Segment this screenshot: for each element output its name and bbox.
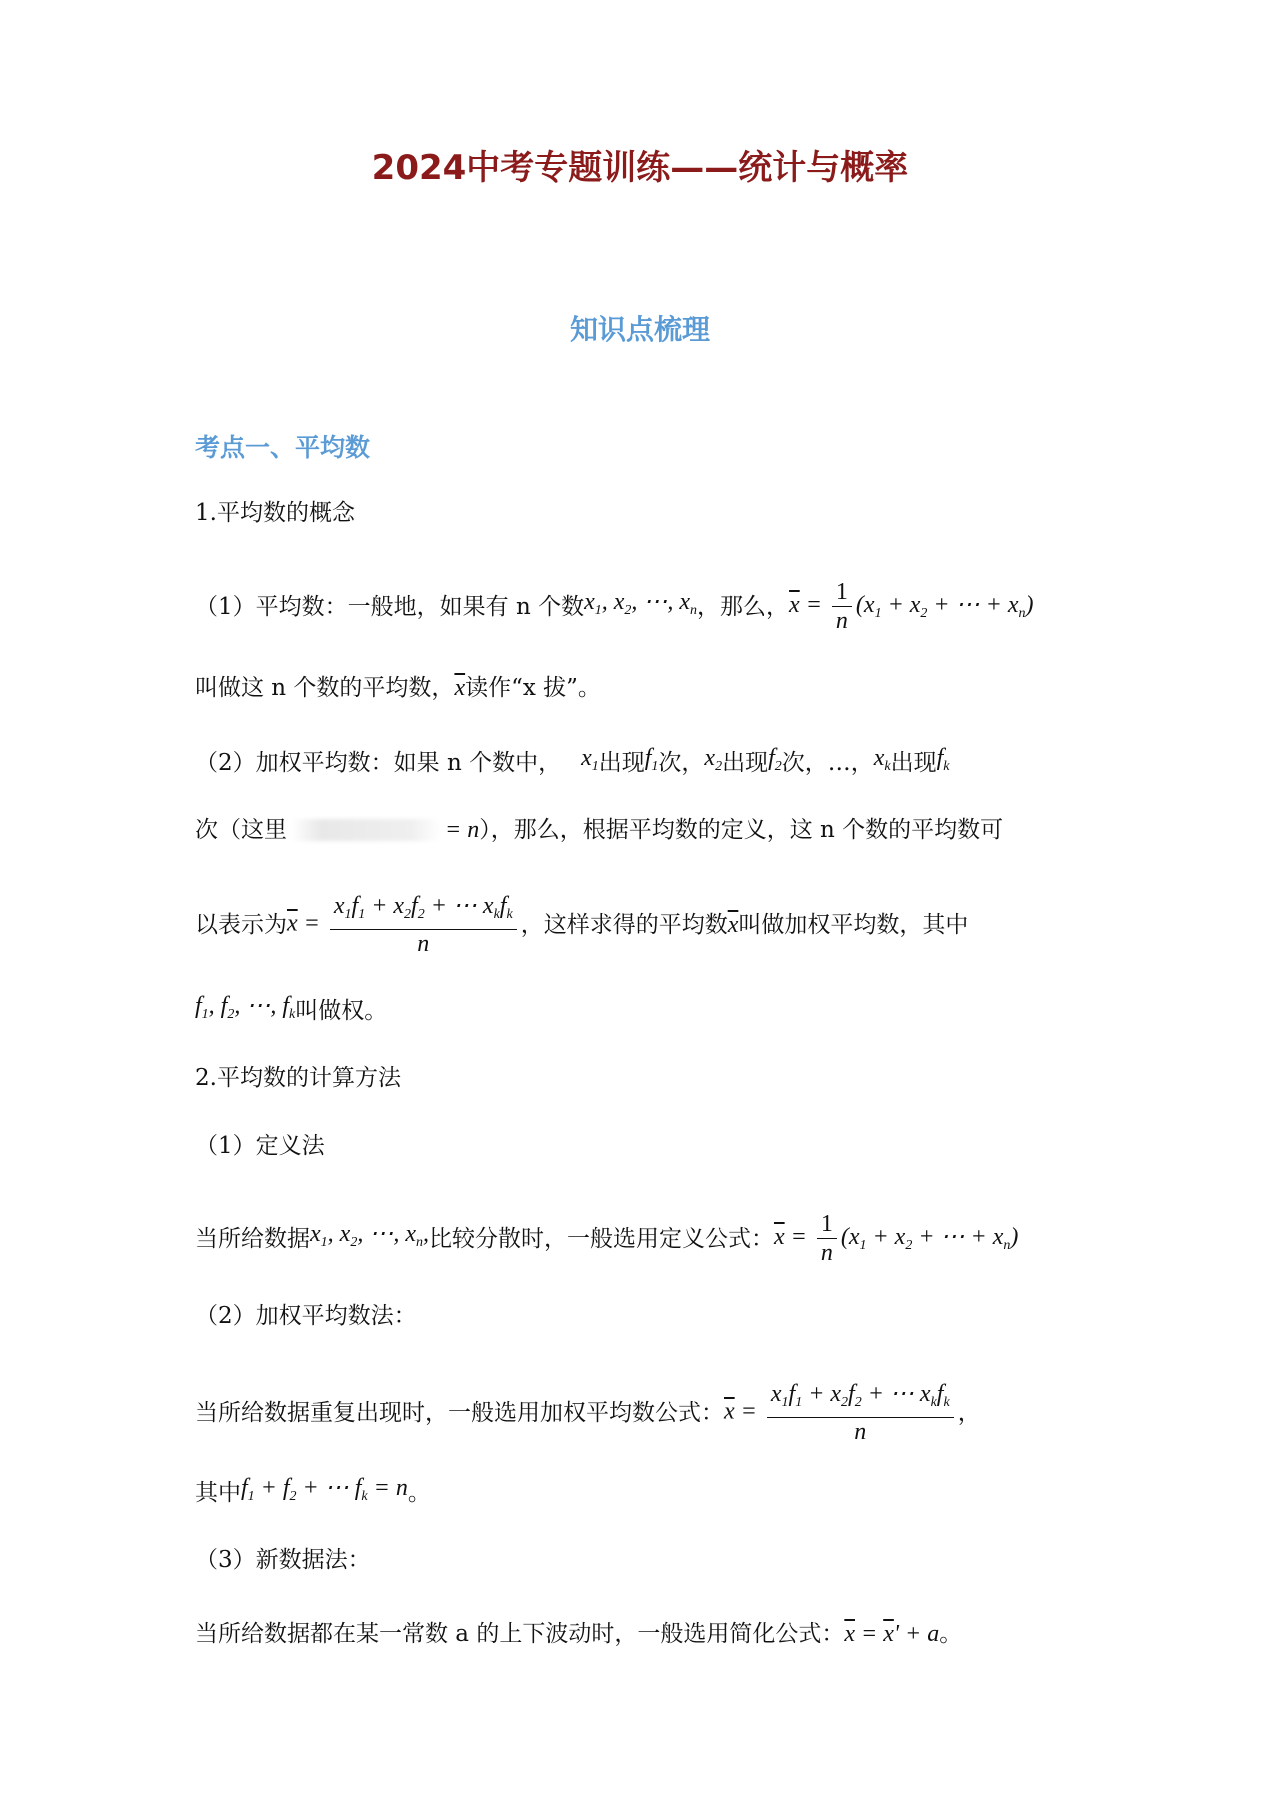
l2-tail: 读作“x 拔”。 <box>465 675 601 701</box>
l3-d: 次， <box>781 749 828 776</box>
l7-lead: 当所给数据 <box>195 1225 310 1252</box>
formula-mean: $\overline{x}$ = $\frac{1}{n}$ ($x_1 + x_2$ + ⋯ + $x_n$) <box>789 579 1034 634</box>
m3-text: （3）新数据法： <box>195 1547 371 1573</box>
paragraph-method-1 <box>195 1210 1018 1267</box>
paragraph-1-title <box>195 493 355 533</box>
formula-sum-weights: $f_1 + f_2$ + ⋯ $f_k = n$ <box>241 1475 408 1504</box>
section-subtitle: 知识点梳理 <box>569 313 710 346</box>
formula-weighted-display: $\overline{x}$ = $\frac{x_1f_1 + x_2f_2 + \cdots x_kf_k}{n}$ <box>724 1380 958 1446</box>
l1-mid: ，那么， <box>697 593 790 620</box>
m1-text: （1）定义法 <box>195 1133 325 1159</box>
l9-lead: 其中 <box>195 1479 241 1506</box>
xbar-symbol-2: $\overline{x}$ <box>727 912 739 938</box>
sym-f1: $f_1$ <box>644 745 659 774</box>
sym-xk: $x_k$ <box>873 745 891 774</box>
l10-lead: 当所给数据都在某一常数 a 的上下波动时，一般选用简化公式： <box>195 1621 845 1647</box>
formula-mean-2: $\overline{x}$ = $\frac{1}{n}$ ($x_1 + x_2$ + ⋯ + $x_n$) <box>773 1211 1019 1266</box>
paragraph-method-3 <box>195 1614 962 1654</box>
formula-weighted-inline: $\overline{x}$ = $\frac{x_1f_1 + x_2f_2 + \cdots x_kf_k}{n}$ <box>287 892 521 958</box>
paragraph-weighted-formula <box>195 892 968 958</box>
sym-x2: $x_2$ <box>704 745 723 774</box>
p2-text: 2.平均数的计算方法 <box>195 1065 401 1091</box>
page-title: 2024中考专题训练——统计与概率 <box>371 148 909 188</box>
l9-tail: 。 <box>407 1479 431 1506</box>
l3-b: 次， <box>658 749 705 776</box>
paragraph-method-2 <box>195 1380 981 1446</box>
l8-lead: 当所给数据重复出现时，一般选用加权平均数公式： <box>195 1400 724 1426</box>
l5-lead: 以表示为 <box>195 912 287 938</box>
l3-f: 出现 <box>890 749 937 776</box>
sym-f2: $f_2$ <box>768 745 782 774</box>
method-3-title <box>195 1540 371 1580</box>
formula-sequence-2: $x_1$, $x_2$, ⋯, $x_n$, <box>310 1221 429 1250</box>
formula-weights: $f_1$, $f_2$, ⋯, $f_k$ <box>195 993 296 1022</box>
xbar-symbol: $\overline{x}$ <box>454 675 466 701</box>
l5-tail2: 叫做加权平均数，其中 <box>738 912 969 938</box>
l6-tail: 叫做权。 <box>295 997 388 1024</box>
method-1-title <box>195 1126 325 1166</box>
method-2-title <box>195 1296 417 1336</box>
l3-lead: （2）加权平均数：如果 n 个数中， <box>195 749 562 776</box>
l10-tail: 。 <box>939 1621 963 1647</box>
paragraph-mean-definition <box>195 578 1033 635</box>
paragraph-weighted-mean-cont <box>195 810 1003 850</box>
sym-fk: $f_k$ <box>936 745 950 774</box>
paragraph-xbar-note <box>195 668 601 708</box>
p1-text: 1.平均数的概念 <box>195 500 355 526</box>
paragraph-2-title <box>195 1058 401 1098</box>
l4-eq: = n <box>445 817 480 843</box>
l1-lead: （1）平均数：一般地，如果有 n 个数 <box>195 593 585 620</box>
l5-tail: ，这样求得的平均数 <box>520 912 728 938</box>
l7-mid: 比较分散时，一般选用定义公式： <box>428 1225 774 1252</box>
paragraph-method-2-cont <box>195 1468 431 1517</box>
paragraph-weights <box>195 986 387 1035</box>
l4-tail: ），那么，根据平均数的定义，这 n 个数的平均数可 <box>479 817 1004 843</box>
l8-tail: ， <box>957 1400 981 1426</box>
l2-text: 叫做这 n 个数的平均数， <box>195 675 455 701</box>
l3-e: …， <box>827 749 874 776</box>
l3-c: 出现 <box>722 749 769 776</box>
formula-sequence: $x_1$, $x_2$, ⋯, $x_n$ <box>584 589 698 618</box>
blurred-formula <box>291 819 441 841</box>
l4-lead: 次（这里 <box>195 817 287 843</box>
formula-simplified: $\overline{x} = \overline{x}' + a$ <box>844 1621 940 1647</box>
m2-text: （2）加权平均数法： <box>195 1303 417 1329</box>
paragraph-weighted-mean <box>195 738 950 787</box>
heading-kaodian-1: 考点一、平均数 <box>195 433 371 462</box>
sym-x1: $x_1$ <box>581 745 599 774</box>
l3-a: 出现 <box>598 749 645 776</box>
